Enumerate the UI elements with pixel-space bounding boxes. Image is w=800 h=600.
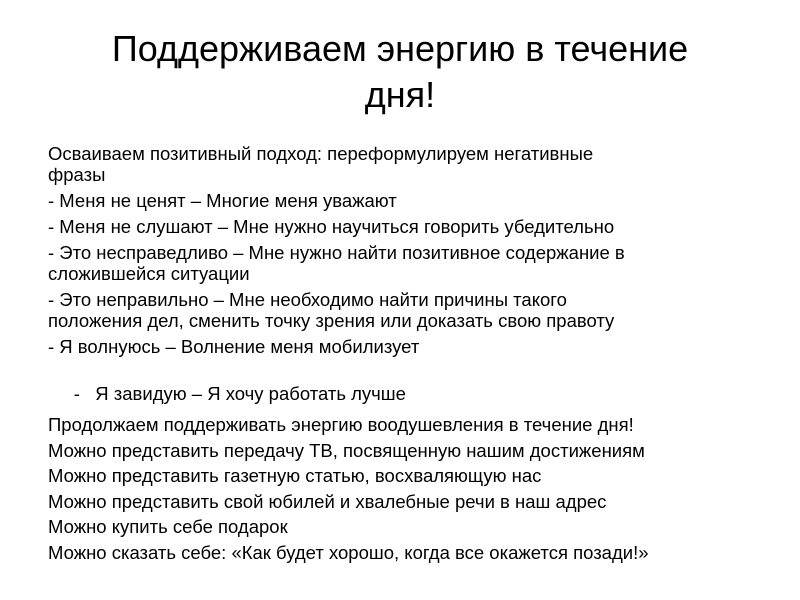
reframe-item <box>48 216 778 237</box>
slide-title-line-1: Поддерживаем энергию в течение <box>111 28 689 69</box>
reframe-item <box>48 190 778 211</box>
energy-line: Можно сказать себе: «Как будет хорошо, когда все окажется позади!» <box>48 541 649 563</box>
reframing-section <box>48 143 778 430</box>
reframe-item-line: - Меня не слушают – Мне нужно научиться говорить убедительно <box>48 216 615 237</box>
reframing-intro <box>48 143 778 185</box>
reframe-item-line: - Это несправедливо – Мне нужно найти позитивное содержание в <box>48 242 625 263</box>
slide-title <box>40 26 760 118</box>
reframe-item <box>48 242 778 284</box>
reframe-item-line: положения дел, сменить точку зрения или доказать свою правоту <box>48 310 615 331</box>
energy-section <box>48 412 778 565</box>
reframe-item-line: - Я завидую – Я хочу работать лучше <box>68 383 406 404</box>
energy-line: Можно купить себе подарок <box>48 516 288 537</box>
reframing-intro-line-1: Осваиваем позитивный подход: переформулируем негативные <box>48 143 594 164</box>
energy-line: Продолжаем поддерживать энергию воодушевления в течение дня! <box>48 414 634 435</box>
reframe-item-line: - Меня не ценят – Многие меня уважают <box>48 190 397 211</box>
reframing-intro-line-2: фразы <box>48 164 106 185</box>
energy-line: Можно представить газетную статью, восхваляющую нас <box>48 465 542 486</box>
reframe-item <box>48 336 778 357</box>
energy-line: Можно представить передачу ТВ, посвященную нашим достижениям <box>48 439 645 461</box>
slide-title-line-2: дня! <box>364 74 436 115</box>
reframe-item-line: сложившейся ситуации <box>48 263 250 284</box>
reframe-item-line: - Я волнуюсь – Волнение меня мобилизует <box>48 336 420 357</box>
energy-line: Можно представить свой юбилей и хвалебные речи в наш адрес <box>48 490 607 512</box>
reframe-item-line: - Это неправильно – Мне необходимо найти причины такого <box>48 289 567 310</box>
reframe-item <box>48 289 778 331</box>
